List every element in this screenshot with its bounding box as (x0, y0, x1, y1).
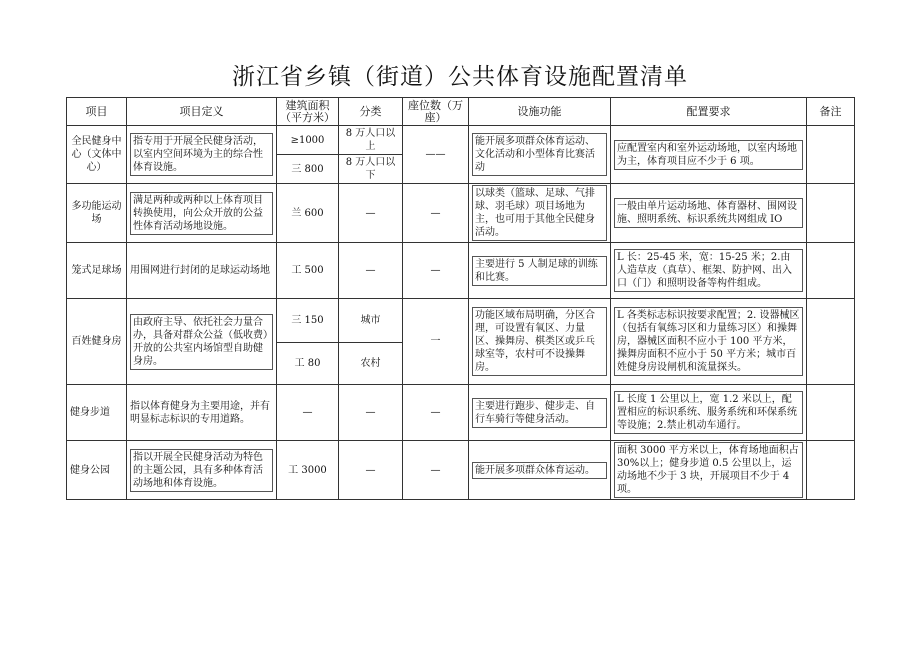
cell-definition (127, 243, 277, 299)
cell-definition (127, 441, 277, 500)
cell-area: 三 150 (277, 299, 339, 343)
cell-requirement (611, 243, 807, 299)
cell-category: — (339, 385, 403, 441)
cell-remark (807, 299, 855, 385)
cell-definition (127, 126, 277, 184)
cell-area: 工 3000 (277, 441, 339, 500)
cell-category: 农村 (339, 343, 403, 385)
cell-category: 城市 (339, 299, 403, 343)
header-item: 项目 (67, 98, 127, 126)
cell-definition (127, 385, 277, 441)
function-text: 主要进行 5 人制足球的训练和比赛。 (472, 256, 607, 286)
cell-function (469, 299, 611, 385)
cell-seats: — (403, 184, 469, 243)
header-function: 设施功能 (469, 98, 611, 126)
header-seats: 座位数（万座） (403, 98, 469, 126)
cell-function (469, 184, 611, 243)
cell-area: 工 500 (277, 243, 339, 299)
cell-category: 8 万人口以上 (339, 126, 403, 155)
cell-area: 兰 600 (277, 184, 339, 243)
requirement-text: 面积 3000 平方米以上，体育场地面积占 30%以上；健身步道 0.5 公里以上，运动场地不少于 3 块，开展项目不少于 4 项。 (614, 442, 803, 498)
table-row (67, 243, 855, 299)
requirement-text: L 长度 1 公里以上，宽 1.2 米以上，配置相应的标识系统、服务系统和环保系统等设施；2.禁止机动车通行。 (614, 391, 803, 434)
cell-function (469, 385, 611, 441)
cell-requirement (611, 184, 807, 243)
requirement-text: L 各类标志标识按要求配置；2. 设器械区（包括有氧练习区和力量练习区）和操舞房，器械区面积不应小于 100 平方米，操舞房面积不应小于 50 平方米；城市百姓健身房设闸机和流量探头。 (614, 307, 803, 376)
cell-seats: — (403, 441, 469, 500)
cell-requirement (611, 299, 807, 385)
cell-category: — (339, 441, 403, 500)
cell-category: — (339, 243, 403, 299)
table-row (67, 385, 855, 441)
definition-text: 用围网进行封闭的足球运动场地 (130, 265, 270, 276)
cell-remark (807, 184, 855, 243)
cell-seats: — (403, 385, 469, 441)
requirement-text: L 长：25-45 米，宽：15-25 米；2.由人造草皮（真草）、框架、防护网、出入口（门）和照明设备等构件组成。 (614, 249, 803, 292)
requirement-text: 一般由单片运动场地、体育器材、围网设施、照明系统、标识系统共网组成 IO (614, 198, 803, 228)
function-text: 功能区域布局明确，分区合理，可设置有氧区、力量区、操舞房、棋类区或乒乓球室等，农村可不设操舞房。 (472, 307, 607, 376)
cell-requirement (611, 441, 807, 500)
header-category: 分类 (339, 98, 403, 126)
function-text: 以球类（篮球、足球、气排球、羽毛球）项目场地为主，也可用于其他全民健身活动。 (472, 185, 607, 241)
cell-function (469, 126, 611, 184)
cell-category: — (339, 184, 403, 243)
header-definition: 项目定义 (127, 98, 277, 126)
definition-text: 由政府主导、依托社会力量合办，具备对群众公益（低收费）开放的公共室内场馆型自助健身房。 (130, 314, 273, 370)
table-row (67, 126, 855, 155)
facility-config-table (66, 97, 855, 500)
cell-requirement (611, 385, 807, 441)
cell-seats: 一 (403, 299, 469, 385)
cell-seats: — (403, 243, 469, 299)
table-row (67, 184, 855, 243)
cell-requirement (611, 126, 807, 184)
cell-area: 工 80 (277, 343, 339, 385)
cell-item: 百姓健身房 (67, 299, 127, 385)
cell-remark (807, 126, 855, 184)
cell-function (469, 441, 611, 500)
function-text: 能开展多项群众体育运动。 (472, 462, 607, 479)
cell-definition (127, 299, 277, 385)
cell-area: 三 800 (277, 155, 339, 184)
header-requirement: 配置要求 (611, 98, 807, 126)
cell-item: 多功能运动场 (67, 184, 127, 243)
cell-remark (807, 385, 855, 441)
cell-remark (807, 441, 855, 500)
cell-item: 健身步道 (67, 385, 127, 441)
header-area: 建筑面积（平方米） (277, 98, 339, 126)
cell-definition (127, 184, 277, 243)
cell-area: ≥1000 (277, 126, 339, 155)
definition-text: 指专用于开展全民健身活动，以室内空间环境为主的综合性体育设施。 (130, 133, 273, 176)
cell-function (469, 243, 611, 299)
function-text: 能开展多项群众体育运动、文化活动和小型体育比赛活动 (472, 133, 607, 176)
cell-category: 8 万人口以下 (339, 155, 403, 184)
cell-area: — (277, 385, 339, 441)
cell-item: 笼式足球场 (67, 243, 127, 299)
header-row (67, 98, 855, 126)
definition-text: 指以体育健身为主要用途，并有明显标志标识的专用道路。 (130, 400, 270, 425)
table-row (67, 299, 855, 343)
requirement-text: 应配置室内和室外运动场地，以室内场地为主，体育项目应不少于 6 项。 (614, 140, 803, 170)
document-title: 浙江省乡镇（街道）公共体育设施配置清单 (232, 64, 688, 90)
header-remark: 备注 (807, 98, 855, 126)
function-text: 主要进行跑步、健步走、自行车骑行等健身活动。 (472, 398, 607, 428)
definition-text: 满足两种或两种以上体育项目转换使用，向公众开放的公益性体育活动场地设施。 (130, 192, 273, 235)
table-row (67, 441, 855, 500)
cell-remark (807, 243, 855, 299)
definition-text: 指以开展全民健身活动为特色的主题公园，具有多种体育活动场地和体育设施。 (130, 449, 273, 492)
cell-item: 全民健身中心（文体中心） (67, 126, 127, 184)
cell-seats: —— (403, 126, 469, 184)
cell-item: 健身公园 (67, 441, 127, 500)
